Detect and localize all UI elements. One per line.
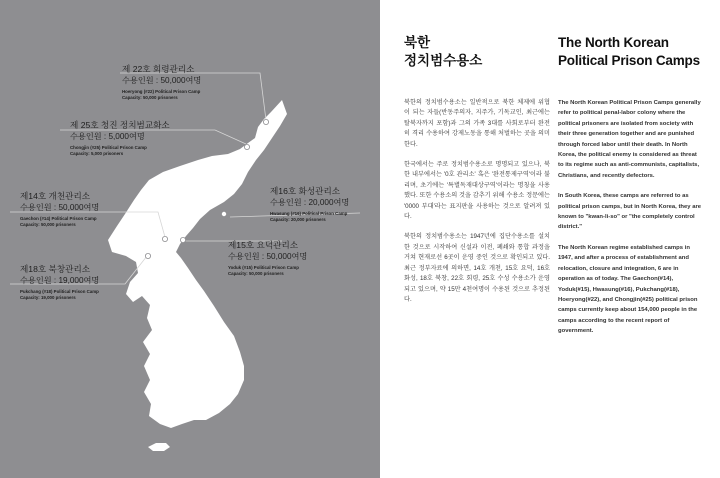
camp-marker-chongjin (244, 144, 249, 149)
camp-ko-capacity: 수용인원 : 50,000여명 (20, 203, 100, 212)
camp-ko-name: 제 25호 청진 정치범교화소 (70, 120, 170, 130)
camp-ko-name: 제16호 화성관리소 (270, 186, 341, 196)
camp-ko-capacity: 수용인원 : 19,000여명 (20, 276, 100, 285)
korean-title-line-1: 북한 (404, 35, 431, 50)
camp-label-gaechon (20, 191, 99, 227)
english-paragraph: The North Korean Political Prison Camps generally refer to political penal-labor colony where the political prisoners are isolated from society with their three generation together and are punished through forced labor until their death. In North Korea, the political enemy is considered as threat to its regime such as anti-communists, capitalists, Christians, and recently defectors. (558, 100, 701, 179)
english-paragraph: The North Korean regime established camps in 1947, and after a process of establishment and relocation, closure and integration, 6 are in operation as of today. The Gaechon(#14), Yoduk(#15), Hwasung(#16), Pukchang(#18), Hoeryong(#22), and Chongjin(#25) political prison camps currently keep about 154,000 people in the camps according to the recent report of government. (558, 244, 698, 335)
english-title-line-1: The North Korean (558, 35, 669, 50)
camp-marker-yoduk (180, 237, 185, 242)
korean-title (404, 34, 550, 70)
camp-ko-name: 제14호 개천관리소 (20, 191, 91, 201)
english-title (558, 34, 703, 70)
english-title-line-2: Political Prison Camps (558, 53, 700, 68)
camp-en-capacity: Capacity: 19,000 prisoners (20, 294, 76, 300)
camp-en-capacity: Capacity: 5,000 prisoners (70, 150, 124, 156)
camp-en-name: Yoduk (#15) Political Prison Camp (228, 265, 299, 270)
camp-en-name: Chongjin (#25) Political Prison Camp (70, 145, 147, 150)
korean-paragraph: 북한의 정치범수용소는 일반적으로 북한 체제에 위협이 되는 자들(반동주의자, 지주가, 기독교인, 최근에는 탈북자까지 포함)과 그의 가족 3대를 사회로부터 완전히 격리 수용하여 강제노동을 통해 처벌하는 곳을 의미한다. (404, 99, 550, 148)
camp-en-name: Hwasung (#16) Political Prison Camp (270, 211, 348, 216)
camp-label-pukchang (20, 264, 99, 300)
english-body (558, 98, 703, 347)
camp-label-hoeryong (122, 64, 201, 100)
camp-en-capacity: Capacity: 50,000 prisoners (122, 94, 178, 100)
camp-en-name: Gaechon (#14) Political Prison Camp (20, 216, 97, 221)
english-column (558, 34, 703, 335)
camp-ko-capacity: 수용인원 : 5,000여명 (70, 132, 145, 141)
camp-en-capacity: Capacity: 20,000 prisoners (270, 216, 326, 222)
camp-en-capacity: Capacity: 50,000 prisoners (20, 221, 76, 227)
camp-marker-hoeryong (263, 119, 268, 124)
camp-en-name: Hoeryong (#22) Political Prison Camp (122, 89, 201, 94)
korean-body (404, 98, 550, 315)
camp-en-capacity: Capacity: 50,000 prisoners (228, 270, 284, 276)
jeju-island (148, 443, 170, 451)
camp-ko-capacity: 수용인원 : 20,000여명 (270, 198, 350, 207)
camp-ko-capacity: 수용인원 : 50,000여명 (228, 252, 308, 261)
korean-title-line-2: 정치범수용소 (404, 53, 483, 68)
camp-label-yoduk (228, 240, 307, 276)
camp-marker-gaechon (162, 236, 167, 241)
camp-en-name: Pukchang (#18) Political Prison Camp (20, 289, 99, 294)
camp-ko-capacity: 수용인원 : 50,000여명 (122, 76, 202, 85)
camp-marker-hwasung (221, 211, 226, 216)
korean-paragraph: 북한의 정치범수용소는 1947년에 집단수용소를 설치한 것으로 시작하여 신설과 이전, 폐쇄와 통합 과정을 거쳐 현재로선 6곳이 운영 중인 것으로 확인되고 있다. 최근 정부자료에 의하면, 14호 개천, 15호 요덕, 16호 화성, 18호 북창, 22호 회령, 25호 수성 수용소가 운영되고 있으며, 약 15만 4천여명이 수용된 것으로 추정된다. (404, 233, 550, 303)
korean-column (404, 34, 550, 303)
camp-label-chongjin (70, 120, 170, 156)
camp-ko-name: 제 22호 회령관리소 (122, 64, 195, 74)
camp-ko-name: 제15호 요덕관리소 (228, 240, 299, 250)
camp-label-hwasung (270, 186, 349, 222)
korean-paragraph: 한국에서는 주로 정치범수용소로 명명되고 있으나, 북한 내부에서는 '0호 관리소' 혹은 '완전통제구역'이라 불리며, 초기에는 '특별독재대상구역'이라는 명칭을 사용했다. 또한 수용소의 것을 감추기 위해 수용소 정문에는 '0000 부대'라는 표지판을 사용하는 것으로 알려져 있다. (404, 161, 550, 221)
camp-ko-name: 제18호 북창관리소 (20, 264, 91, 274)
camp-marker-pukchang (145, 253, 150, 258)
english-paragraph: In South Korea, these camps are referred to as political prison camps, but in North Korea, they are known to "kwan-li-so" or "the completely control district." (558, 193, 702, 231)
